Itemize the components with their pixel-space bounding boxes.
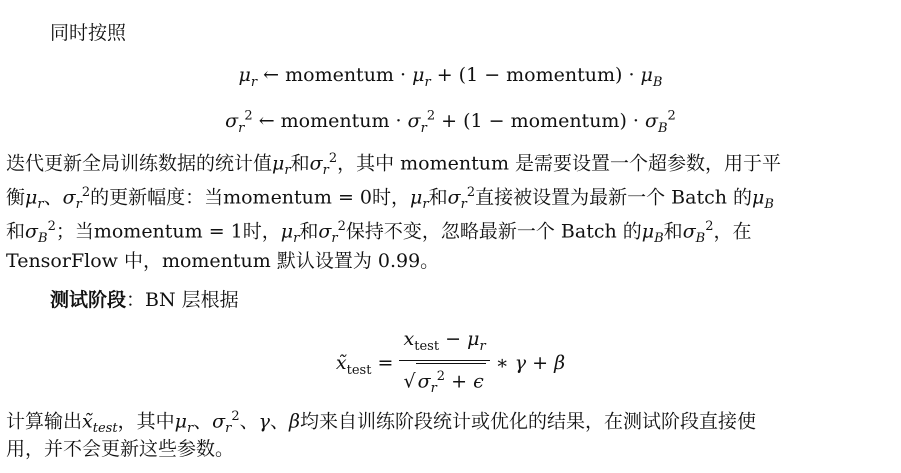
test-phase-heading: 测试阶段 bbox=[50, 289, 127, 311]
test-phase-text: ：BN 层根据 bbox=[126, 289, 239, 311]
paragraph-intro bbox=[50, 20, 126, 46]
paragraph-line-text: TensorFlow 中，momentum 默认设置为 0.99。 bbox=[6, 250, 440, 272]
paragraph-line: 衡$\mu_r$、$\sigma_r^2$的更新幅度：当momentum = 0时，$\mu_r$和$\sigma_r^2$直接被设置为最新一个 Batch 的$\mu_B$ bbox=[6, 185, 774, 213]
equation-mean-update bbox=[0, 62, 901, 96]
equation-test-normalize bbox=[0, 326, 901, 402]
paragraph-line bbox=[6, 248, 439, 274]
paragraph-test-phase bbox=[50, 287, 239, 313]
intro-text: 同时按照 bbox=[50, 22, 127, 44]
fraction: $\frac{x_{test} - \mu_r}{√ \sigma_r^2 + \epsilon}$ bbox=[399, 326, 489, 402]
equation-test-normalize-text: $x̃_{test}$ = $\frac{x_{test} - \mu_r}{√ \sigma_r^2 + \epsilon}$ ∗ γ + β bbox=[336, 352, 565, 374]
paragraph-line bbox=[6, 436, 234, 462]
paragraph-line: 迭代更新全局训练数据的统计值$\mu_r$和$\sigma_r^2$，其中 momentum 是需要设置一个超参数，用于平 bbox=[6, 151, 782, 179]
paragraph-line-text: 用，并不会更新这些参数。 bbox=[6, 438, 235, 460]
equation-variance-update-text: $\sigma_r^2$ ← momentum · $\sigma_r^2 + (1$ − momentum) · $\sigma_B^2$ bbox=[225, 109, 676, 137]
paragraph-line: 计算输出$x̃_{test}$，其中$\mu_r$、$\sigma_r^2$、γ、β均来自训练阶段统计或优化的结果，在测试阶段直接使 bbox=[6, 409, 757, 437]
equation-mean-update-text: $\mu_r$ ← momentum · $\mu_r + (1$ − momentum) · $\mu_B$ bbox=[238, 64, 663, 90]
equation-variance-update bbox=[0, 104, 901, 142]
paragraph-line: 和$\sigma_B^2$；当momentum = 1时，$\mu_r$和$\sigma_r^2$保持不变，忽略最新一个 Batch 的$\mu_B$和$\sigma_B^2$，在 bbox=[6, 219, 752, 247]
